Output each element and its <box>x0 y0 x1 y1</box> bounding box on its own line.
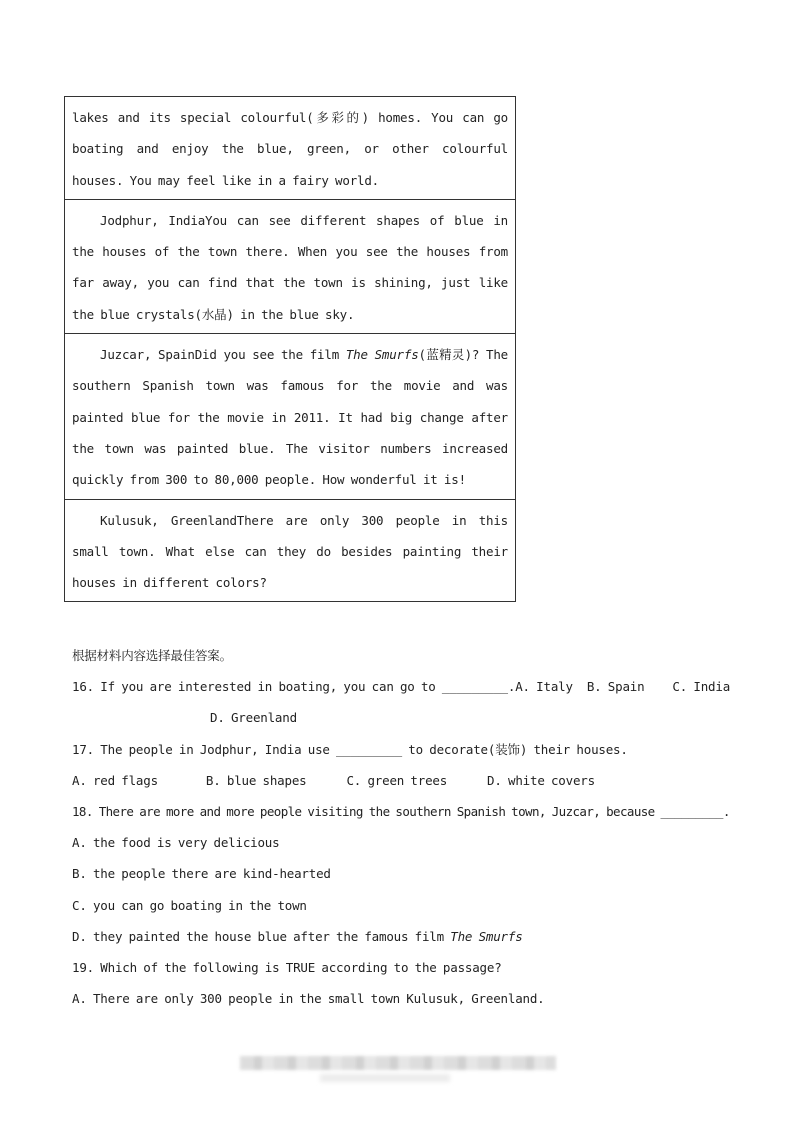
question-17-option-a: A. red flags <box>72 772 158 788</box>
question-16-option-a: A. Italy <box>515 679 573 695</box>
question-18-stem: 18. There are more and more people visiting the southern Spanish town, Juzcar, because _________. <box>72 804 730 820</box>
question-18-option-d-text: D. they painted the house blue after the famous film <box>72 928 451 944</box>
question-17-options <box>72 765 732 796</box>
blurred-footer-watermark-2 <box>320 1074 450 1082</box>
passage-text: Kulusuk, GreenlandThere are only 300 people in this small town. What else can they do besides painting their houses in different colors? <box>72 512 508 591</box>
passage-text: Jodphur, IndiaYou can see different shapes of blue in the houses of the town there. When you see the houses from far away, you can find that the town is shining, just like the blue crystals(水晶) in the blue sky. <box>72 212 508 322</box>
question-17-option-c: C. green trees <box>346 772 448 788</box>
question-17-option-b: B. blue shapes <box>205 772 307 788</box>
question-19 <box>72 952 732 983</box>
passage-cell-1 <box>65 97 515 199</box>
passage-text: (蓝精灵)? The southern Spanish town was famous for the movie and was painted blue for the movie in 2011. It had big change after the town was painted blue. The visitor numbers increased quickly from 300 to 80,000 people. How wonderful it is! <box>72 347 508 488</box>
question-16-option-c: C. India <box>672 679 731 695</box>
question-17-option-d: D. white covers <box>487 772 595 788</box>
questions-section <box>72 640 732 1014</box>
question-16-stem: 16. If you are interested in boating, you can go to _________. <box>72 679 516 695</box>
question-19-option-a: A. There are only 300 people in the small town Kulusuk, Greenland. <box>72 991 545 1007</box>
question-16-continued <box>72 702 732 733</box>
passage-text: lakes and its special colourful(多彩的) homes. You can go boating and enjoy the blue, green, or other colourful houses. You may feel like in a fairy world. <box>72 110 508 188</box>
question-18-option-c: C. you can go boating in the town <box>72 897 307 913</box>
question-18 <box>72 796 732 827</box>
question-16-option-d: D. Greenland <box>210 710 297 726</box>
passage-cell-juzcar <box>65 333 515 498</box>
question-17 <box>72 734 732 765</box>
question-18-option-b: B. the people there are kind-hearted <box>72 866 331 882</box>
blurred-footer-watermark <box>240 1056 556 1070</box>
passage-text: Juzcar, SpainDid you see the film <box>100 347 346 363</box>
question-16-option-b: B. Spain <box>586 679 645 695</box>
question-18-option-a: A. the food is very delicious <box>72 835 280 851</box>
passage-cell-kulusuk <box>65 499 515 602</box>
question-16 <box>72 671 732 702</box>
passage-table <box>64 96 516 602</box>
passage-cell-jodphur <box>65 199 515 333</box>
question-18-option-d <box>72 921 732 952</box>
question-18-option-d-film: The Smurfs <box>450 928 523 944</box>
instruction: 根据材料内容选择最佳答案。 <box>72 648 232 663</box>
question-19-stem: 19. Which of the following is TRUE according to the passage? <box>72 960 502 976</box>
question-17-stem: 17. The people in Jodphur, India use _________ to decorate(装饰) their houses. <box>72 741 628 757</box>
passage-italic-title: The Smurfs <box>345 347 419 363</box>
